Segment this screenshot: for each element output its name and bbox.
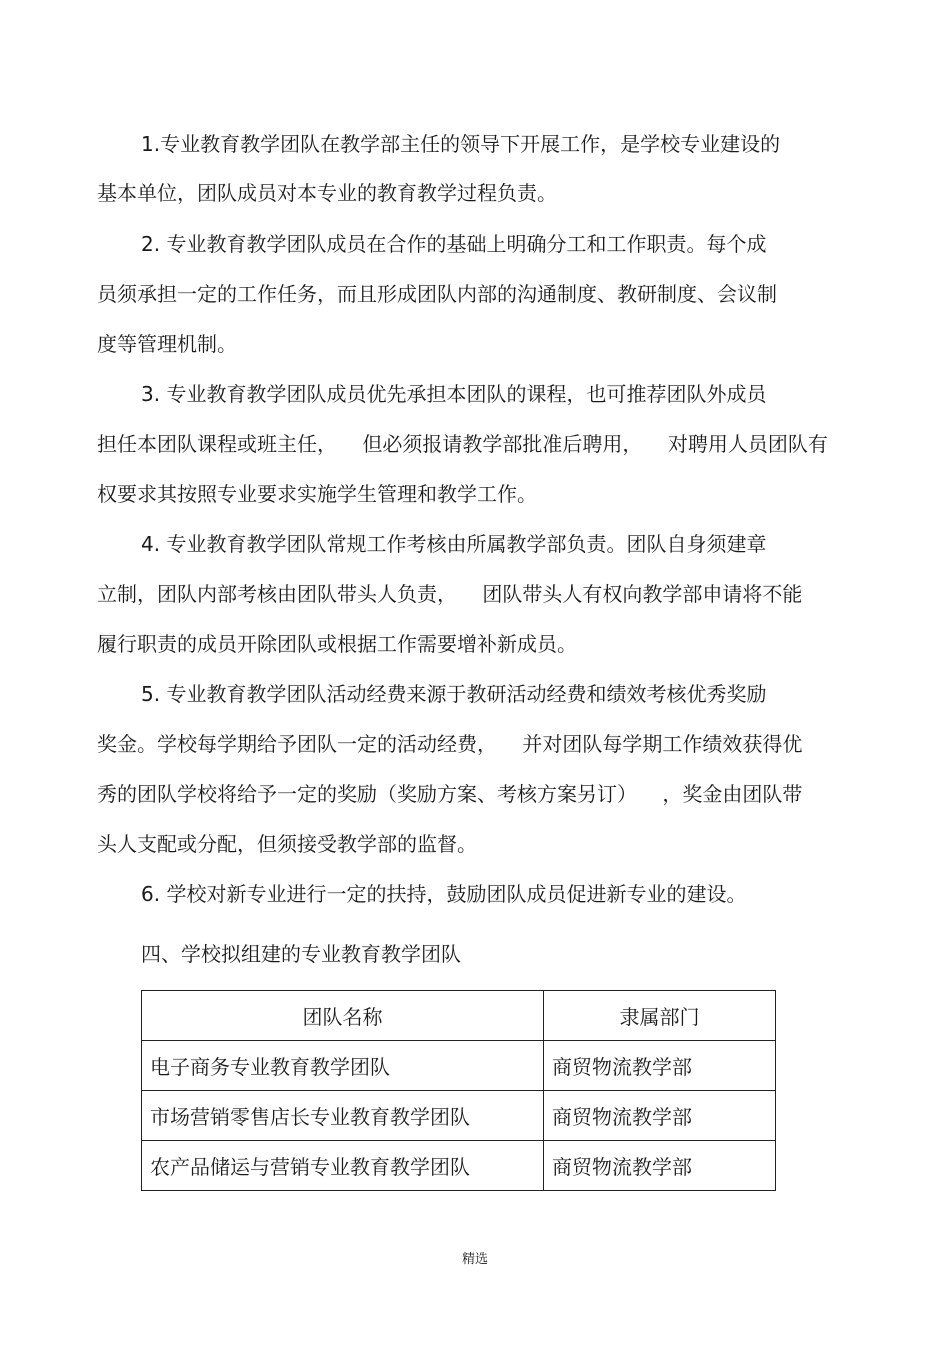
table-row: [142, 1041, 776, 1091]
table-row: [142, 1091, 776, 1141]
department-cell: 商贸物流教学部: [544, 1091, 776, 1141]
column-header-department: 隶属部门: [544, 991, 776, 1041]
paragraph-1-line-1: 1.专业教育教学团队在教学部主任的领导下开展工作，是学校专业建设的: [141, 132, 781, 156]
paragraph-3-line-3: 权要求其按照专业要求实施学生管理和教学工作。: [97, 482, 537, 506]
table-header-row: [142, 991, 776, 1041]
table-row: [142, 1141, 776, 1191]
department-cell: 商贸物流教学部: [544, 1041, 776, 1091]
paragraph-2-line-1: 2. 专业教育教学团队成员在合作的基础上明确分工和工作职责。每个成: [141, 232, 767, 256]
section-heading: 四、学校拟组建的专业教育教学团队: [141, 942, 461, 966]
paragraph-1-line-2: 基本单位，团队成员对本专业的教育教学过程负责。: [97, 181, 557, 205]
page-footer: 精选: [461, 1252, 488, 1267]
column-header-team-name: 团队名称: [142, 991, 544, 1041]
team-name-cell: 电子商务专业教育教学团队: [142, 1041, 544, 1091]
paragraph-5-line-3: 秀的团队学校将给予一定的奖励（奖励方案、考核方案另订） ，奖金由团队带: [97, 782, 803, 806]
team-table: [141, 990, 776, 1191]
paragraph-4-line-1: 4. 专业教育教学团队常规工作考核由所属教学部负责。团队自身须建章: [141, 532, 767, 556]
paragraph-4-line-3: 履行职责的成员开除团队或根据工作需要增补新成员。: [97, 632, 577, 656]
paragraph-2-line-2: 员须承担一定的工作任务，而且形成团队内部的沟通制度、教研制度、会议制: [97, 282, 777, 306]
paragraph-4-line-2: 立制，团队内部考核由团队带头人负责， 团队带头人有权向教学部申请将不能: [97, 582, 803, 606]
paragraph-5-line-4: 头人支配或分配，但须接受教学部的监督。: [97, 832, 477, 856]
paragraph-6-line-1: 6. 学校对新专业进行一定的扶持，鼓励团队成员促进新专业的建设。: [141, 882, 747, 906]
paragraph-3-line-2: 担任本团队课程或班主任， 但必须报请教学部批准后聘用， 对聘用人员团队有: [97, 432, 828, 456]
paragraph-5-line-2: 奖金。学校每学期给予团队一定的活动经费， 并对团队每学期工作绩效获得优: [97, 732, 803, 756]
team-name-cell: 农产品储运与营销专业教育教学团队: [142, 1141, 544, 1191]
paragraph-3-line-1: 3. 专业教育教学团队成员优先承担本团队的课程，也可推荐团队外成员: [141, 382, 767, 406]
team-name-cell: 市场营销零售店长专业教育教学团队: [142, 1091, 544, 1141]
paragraph-2-line-3: 度等管理机制。: [97, 332, 237, 356]
paragraph-5-line-1: 5. 专业教育教学团队活动经费来源于教研活动经费和绩效考核优秀奖励: [141, 682, 767, 706]
department-cell: 商贸物流教学部: [544, 1141, 776, 1191]
